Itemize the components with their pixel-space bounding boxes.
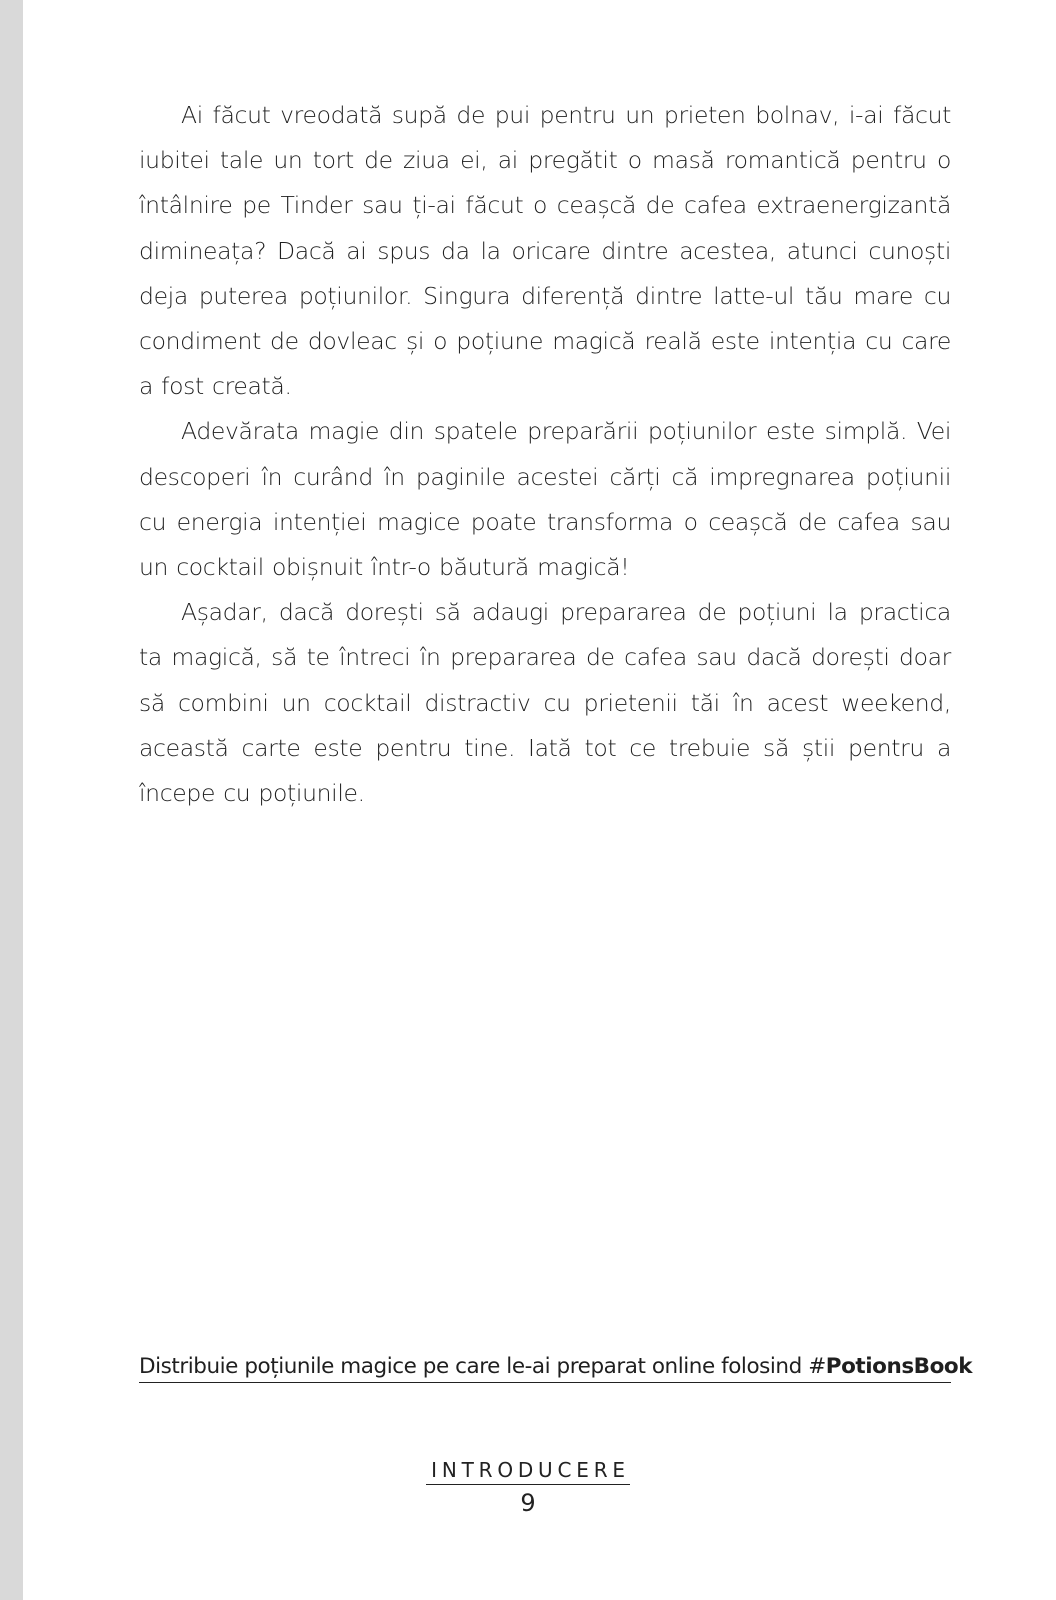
running-footer (0, 1458, 1056, 1517)
paragraph-3: Așadar, dacă dorești să adaugi prepararea de poțiuni la practica ta magică, să te întreci în prepararea de cafea sau dacă dorești doar să combini un cocktail distractiv cu prietenii tăi în acest weekend, această carte este pentru tine. Iată tot ce trebuie să știi pentru a începe cu poțiunile. (139, 598, 951, 808)
body-text (139, 93, 951, 816)
share-callout (139, 1352, 973, 1383)
paragraph-2: Adevărata magie din spatele preparării poțiunilor este simplă. Vei descoperi în curând în paginile acestei cărți că impregnarea poțiunii cu energia intenției magice poate transforma o ceașcă de cafea sau un cocktail obișnuit într-o băutură magică! (139, 417, 951, 582)
page-edge (0, 0, 23, 1600)
share-hashtag: PotionsBook (825, 1354, 973, 1379)
section-title: INTRODUCERE (426, 1458, 630, 1485)
page-number: 9 (520, 1489, 536, 1517)
share-text: Distribuie poțiunile magice pe care le-ai preparat online folosind # (139, 1354, 826, 1379)
paragraph-1: Ai făcut vreodată supă de pui pentru un prieten bolnav, i-ai făcut iubitei tale un tort de ziua ei, ai pregătit o masă romantică pentru o întâlnire pe Tinder sau ți-ai făcut o ceașcă de cafea extraenergizantă dimineața? Dacă ai spus da la oricare dintre acestea, atunci cunoști deja puterea poțiunilor. Singura diferență dintre latte-ul tău mare cu condiment de dovleac și o poțiune magică reală este intenția cu care a fost creată. (139, 101, 951, 401)
